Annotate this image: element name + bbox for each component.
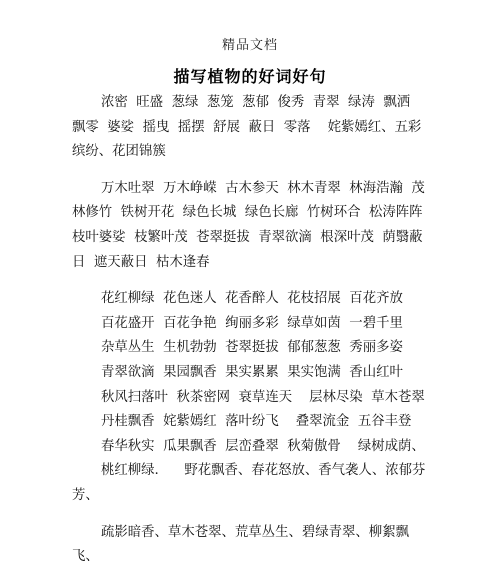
text-line: 青翠欲滴 果园飘香 果实累累 果实饱满 香山红叶 — [101, 364, 403, 380]
text-line: 花红柳绿 花色迷人 花香醉人 花枝招展 百花齐放 — [101, 291, 403, 307]
document-body — [72, 91, 432, 570]
text-line: 丹桂飘香 姹紫嫣红 落叶纷飞 叠翠流金 五谷丰登 — [101, 414, 412, 430]
document-title: 描写植物的好词好句 — [173, 67, 327, 86]
page-header: 精品文档 — [221, 38, 278, 53]
paragraph-flowers — [72, 287, 432, 508]
paragraph-trees: 万木吐翠 万木峥嵘 古木参天 林木青翠 林海浩瀚 茂林修竹 铁树开花 绿色长城 绿色长廊 竹树环合 松涛阵阵 枝叶婆娑 枝繁叶茂 苍翠挺拔 青翠欲滴 根深叶茂 荫翳蔽日 遮天蔽日 枯木逢春 — [72, 180, 432, 270]
paragraph-adjectives: 浓密 旺盛 葱绿 葱笼 葱郁 俊秀 青翠 绿涛 飘洒 飘零 婆娑 摇曳 摇摆 舒展 蔽日 零落 姹紫嫣红、五彩缤纷、花团锦簇 — [72, 95, 422, 160]
text-line: 秋风扫落叶 秋茶密网 衰草连天 层林尽染 草木苍翠 — [101, 389, 425, 405]
text-line: 春华秋实 瓜果飘香 层峦叠翠 秋菊傲骨 绿树成荫、 — [101, 438, 425, 454]
paragraph-scenery: 疏影暗香、草木苍翠、荒草丛生、碧绿青翠、柳絮飘飞、 — [72, 524, 409, 565]
text-line: 百花盛开 百花争艳 绚丽多彩 绿草如茵 一碧千里 — [101, 315, 403, 331]
text-line: 桃红柳绿. 野花飘香、春花怒放、香气袭人、浓郁芬芳、 — [72, 463, 426, 503]
text-line: 杂草丛生 生机勃勃 苍翠挺拔 郁郁葱葱 秀丽多姿 — [101, 340, 403, 356]
